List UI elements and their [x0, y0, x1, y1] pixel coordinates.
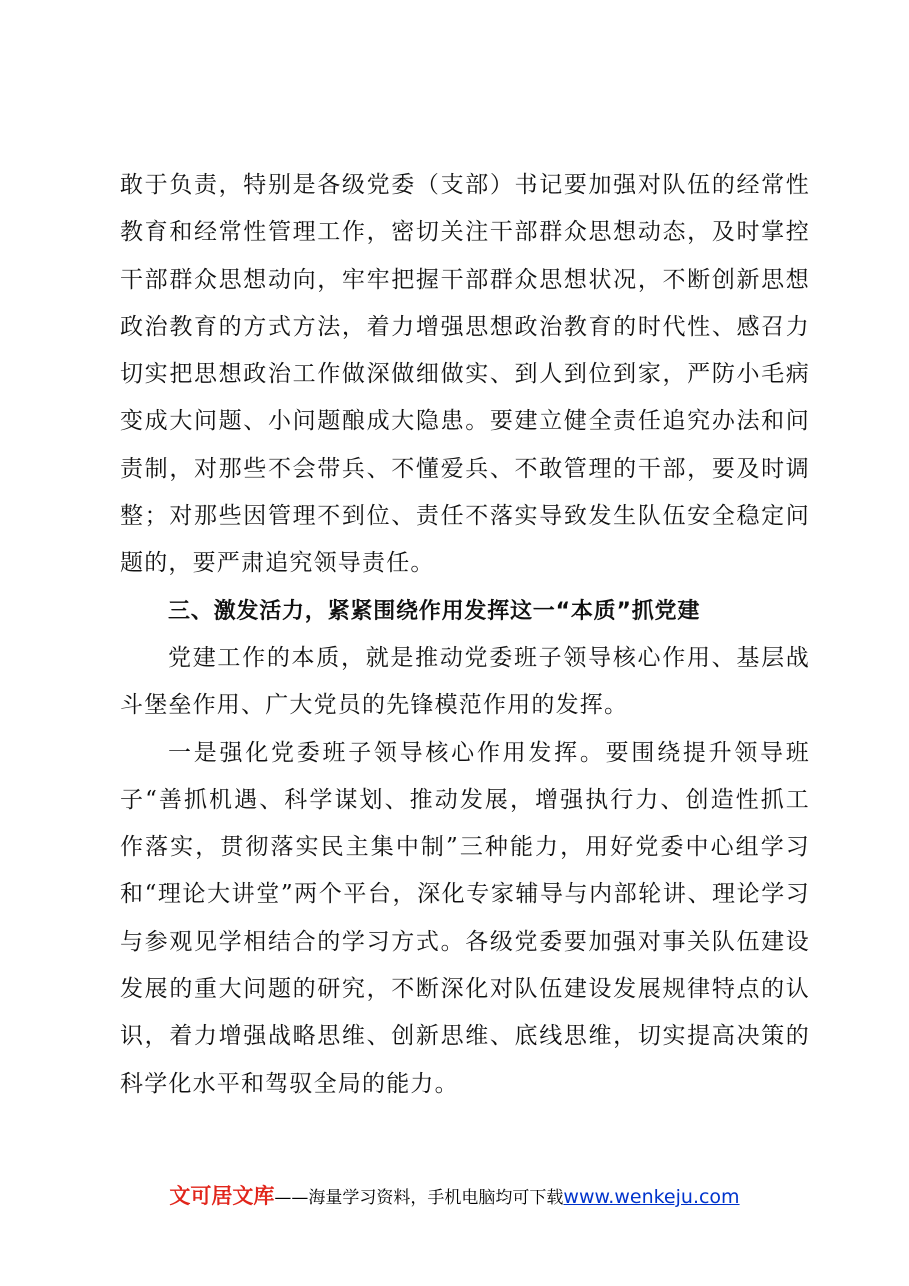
paragraph-continuation: 敢于负责，特别是各级党委（支部）书记要加强对队伍的经常性教育和经常性管理工作，密切关注干部群众思想动态，及时掌控干部群众思想动向，牢牢把握干部群众思想状况，不断创新思想政治教育的方式方法，着力增强思想政治教育的时代性、感召力切实把思想政治工作做深做细做实、到人到位到家，严防小毛病变成大问题、小问题酿成大隐患。要建立健全责任追究办法和问责制，对那些不会带兵、不懂爱兵、不敢管理的干部，要及时调整；对那些因管理不到位、责任不落实导致发生队伍安全稳定问题的，要严肃追究领导责任。 — [120, 172, 810, 577]
paragraph-leadership: 一是强化党委班子领导核心作用发挥。要围绕提升领导班子“善抓机遇、科学谋划、推动发展，增强执行力、创造性抓工作落实，贯彻落实民主集中制”三种能力，用好党委中心组学习和“理论大讲堂”两个平台，深化专家辅导与内部轮讲、理论学习与参观见学相结合的学习方式。各级党委要加强对事关队伍建设发展的重大问题的研究，不断深化对队伍建设发展规律特点的认识，着力增强战略思维、创新思维、底线思维，切实提高决策的科学化水平和驾驭全局的能力。 — [120, 739, 810, 1097]
paragraph-essence: 党建工作的本质，就是推动党委班子领导核心作用、基层战斗堡垒作用、广大党员的先锋模范作用的发挥。 — [120, 644, 810, 719]
footer-banner — [0, 1180, 909, 1210]
footer-brand: 文可居文库 — [169, 1184, 275, 1208]
footer-slogan: ——海量学习资料，手机电脑均可下载 — [274, 1188, 564, 1208]
section-heading: 三、激发活力，紧紧围绕作用发挥这一“本质”抓党建 — [168, 598, 701, 624]
footer-link[interactable]: www.wenkeju.com — [563, 1186, 740, 1208]
document-body — [120, 162, 810, 1108]
